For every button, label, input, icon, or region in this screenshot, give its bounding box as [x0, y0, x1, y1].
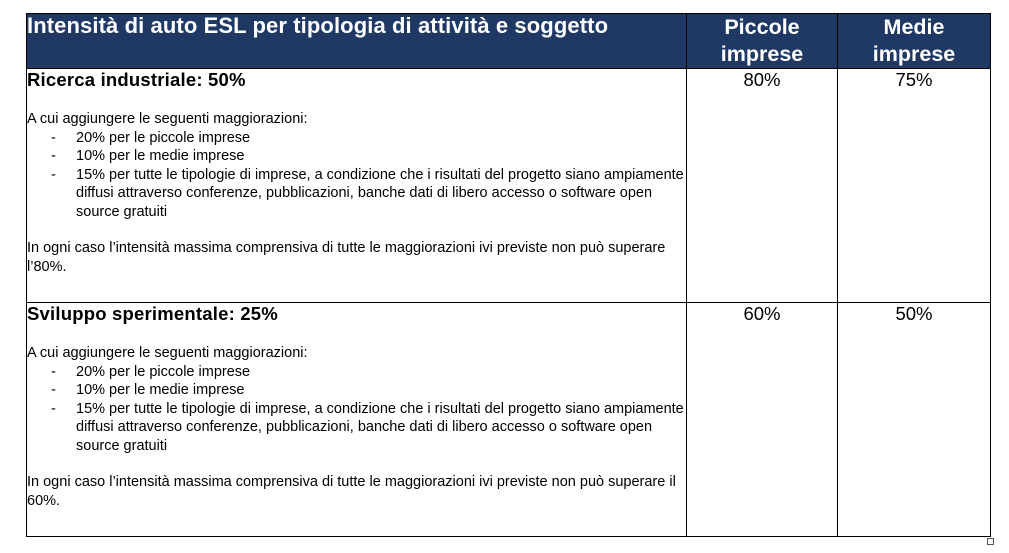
desc-cell [27, 69, 687, 303]
header-main: Intensità di auto ESL per tipologia di attività e soggetto [27, 14, 687, 69]
dash-marker: - [51, 148, 56, 164]
list-item [27, 147, 686, 166]
medium-enterprise-pct: 50% [838, 303, 991, 537]
max-intensity-note: In ogni caso l’intensità massima comprensiva di tutte le maggiorazioni ivi previste non può superare il 60%. [27, 474, 676, 509]
header-medium-line1: Medie [883, 15, 945, 39]
header-medium-enterprises [838, 14, 991, 69]
resize-handle[interactable] [987, 538, 994, 545]
table-row-ricerca-industriale [27, 69, 991, 303]
header-small-line2: imprese [720, 42, 804, 66]
dash-marker: - [51, 400, 56, 417]
table-header-row [27, 14, 991, 69]
dash-marker: - [51, 166, 56, 183]
header-small-line1: Piccole [724, 15, 800, 39]
max-intensity-note: In ogni caso l’intensità massima comprensiva di tutte le maggiorazioni ivi previste non può superare l’80%. [27, 240, 666, 275]
table-row-sviluppo-sperimentale [27, 303, 991, 537]
list-item-text: 15% per tutte le tipologie di imprese, a condizione che i risultati del progetto siano ampiamente diffusi attraverso conferenze, pubblicazioni, banche dati di libero accesso o software open source gratuiti [76, 166, 684, 220]
list-item [27, 363, 686, 382]
list-item [27, 381, 686, 400]
list-item-text: 10% per le medie imprese [76, 382, 245, 398]
list-item [27, 166, 686, 222]
bullet-list [27, 129, 686, 222]
section-title: Ricerca industriale: 50% [27, 69, 246, 90]
intro-text: A cui aggiungere le seguenti maggiorazioni: [27, 111, 308, 127]
small-enterprise-pct: 60% [687, 303, 838, 537]
header-small-enterprises [687, 14, 838, 69]
list-item [27, 400, 686, 456]
bullet-list [27, 363, 686, 456]
list-item-text: 10% per le medie imprese [76, 148, 245, 164]
list-item-text: 20% per le piccole imprese [76, 363, 251, 380]
intensity-table [26, 13, 991, 537]
intro-text: A cui aggiungere le seguenti maggiorazioni: [27, 345, 308, 361]
list-item-text: 15% per tutte le tipologie di imprese, a condizione che i risultati del progetto siano ampiamente diffusi attraverso conferenze, pubblicazioni, banche dati di libero accesso o software open source gratuiti [76, 400, 684, 454]
dash-marker: - [51, 363, 56, 380]
list-item-text: 20% per le piccole imprese [76, 129, 251, 146]
dash-marker: - [51, 382, 56, 398]
desc-cell [27, 303, 687, 537]
small-enterprise-pct: 80% [687, 69, 838, 303]
medium-enterprise-pct: 75% [838, 69, 991, 303]
list-item [27, 129, 686, 148]
header-medium-line2: imprese [872, 42, 956, 66]
dash-marker: - [51, 129, 56, 146]
section-title: Sviluppo sperimentale: 25% [27, 303, 278, 324]
